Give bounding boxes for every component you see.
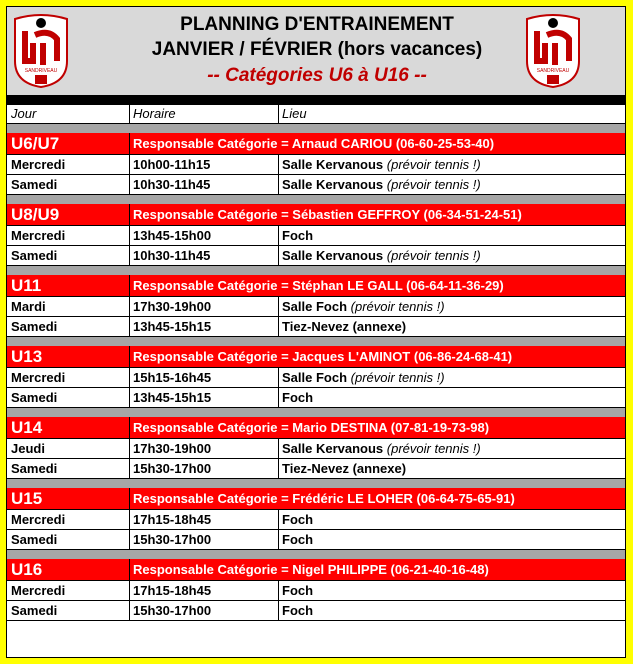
session-note: (prévoir tennis !) bbox=[350, 370, 445, 385]
session-time: 10h00-11h15 bbox=[133, 157, 211, 172]
session-place bbox=[282, 319, 406, 334]
session-place-name: Salle Kervanous bbox=[282, 248, 384, 263]
category-header bbox=[7, 488, 625, 510]
category-separator bbox=[7, 337, 625, 346]
category-separator bbox=[7, 195, 625, 204]
category-header bbox=[7, 204, 625, 226]
column-header-time: Horaire bbox=[133, 106, 176, 121]
session-time: 10h30-11h45 bbox=[133, 248, 211, 263]
session-time: 13h45-15h15 bbox=[133, 319, 212, 334]
cell-divider bbox=[129, 388, 130, 408]
cell-divider bbox=[278, 388, 279, 408]
training-schedule-sheet bbox=[6, 6, 626, 658]
session-place bbox=[282, 299, 445, 314]
cell-divider bbox=[278, 530, 279, 550]
category-name: U14 bbox=[11, 418, 43, 437]
header-divider bbox=[7, 95, 625, 105]
category-responsable: Responsable Catégorie = Frédéric LE LOHER (06-64-75-65-91) bbox=[133, 491, 515, 506]
session-note: (prévoir tennis !) bbox=[386, 248, 481, 263]
category-name: U13 bbox=[11, 347, 43, 366]
column-header-day: Jour bbox=[11, 106, 37, 121]
session-day: Mercredi bbox=[11, 228, 66, 243]
session-day: Samedi bbox=[11, 319, 58, 334]
session-place bbox=[282, 532, 313, 547]
cell-divider bbox=[129, 368, 130, 388]
category-header bbox=[7, 417, 625, 439]
cell-divider bbox=[278, 581, 279, 601]
session-time: 17h30-19h00 bbox=[133, 299, 212, 314]
session-place bbox=[282, 248, 481, 263]
category-separator bbox=[7, 550, 625, 559]
cell-divider bbox=[129, 317, 130, 337]
session-place-name: Foch bbox=[282, 583, 314, 598]
category-separator bbox=[7, 408, 625, 417]
session-day: Samedi bbox=[11, 390, 58, 405]
cell-divider bbox=[129, 155, 130, 175]
cell-divider bbox=[278, 297, 279, 317]
title-line-3: -- Catégories U6 à U16 -- bbox=[207, 65, 427, 86]
session-place bbox=[282, 461, 406, 476]
schedule-row bbox=[7, 388, 625, 408]
session-day: Mercredi bbox=[11, 370, 66, 385]
session-place-name: Foch bbox=[282, 228, 314, 243]
cell-divider bbox=[129, 510, 130, 530]
category-responsable: Responsable Catégorie = Stéphan LE GALL (06-64-11-36-29) bbox=[133, 278, 504, 293]
schedule-row bbox=[7, 175, 625, 195]
session-place bbox=[282, 390, 313, 405]
session-note: (prévoir tennis !) bbox=[386, 441, 481, 456]
svg-text:SANDRIVEAU: SANDRIVEAU bbox=[536, 68, 570, 74]
session-place-name: Salle Kervanous bbox=[282, 441, 384, 456]
schedule-row bbox=[7, 581, 625, 601]
session-place-name: Salle Foch bbox=[282, 299, 348, 314]
session-time: 13h45-15h15 bbox=[133, 390, 212, 405]
category-name: U11 bbox=[11, 276, 42, 295]
session-day: Samedi bbox=[11, 603, 58, 618]
schedule-row bbox=[7, 530, 625, 550]
cell-divider bbox=[278, 510, 279, 530]
category-responsable: Responsable Catégorie = Mario DESTINA (07-81-19-73-98) bbox=[133, 420, 490, 435]
category-responsable: Responsable Catégorie = Arnaud CARIOU (06-60-25-53-40) bbox=[133, 136, 495, 151]
schedule-row bbox=[7, 368, 625, 388]
schedule-header bbox=[7, 7, 625, 95]
cell-divider bbox=[129, 559, 130, 581]
session-place-name: Tiez-Nevez (annexe) bbox=[282, 319, 407, 334]
schedule-row bbox=[7, 226, 625, 246]
cell-divider bbox=[129, 204, 130, 226]
column-header-place: Lieu bbox=[282, 106, 307, 121]
category-header bbox=[7, 346, 625, 368]
category-name: U15 bbox=[11, 489, 43, 508]
session-note: (prévoir tennis !) bbox=[350, 299, 445, 314]
schedule-row bbox=[7, 317, 625, 337]
cell-divider bbox=[129, 346, 130, 368]
category-separator bbox=[7, 124, 625, 133]
session-time: 15h30-17h00 bbox=[133, 603, 212, 618]
session-place-name: Salle Kervanous bbox=[282, 157, 384, 172]
cell-divider bbox=[129, 601, 130, 621]
session-note: (prévoir tennis !) bbox=[386, 177, 481, 192]
session-place-name: Salle Kervanous bbox=[282, 177, 384, 192]
session-place bbox=[282, 228, 313, 243]
session-time: 10h30-11h45 bbox=[133, 177, 211, 192]
cell-divider bbox=[129, 488, 130, 510]
session-time: 17h15-18h45 bbox=[133, 512, 212, 527]
cell-divider bbox=[278, 368, 279, 388]
schedule-row bbox=[7, 297, 625, 317]
schedule-row bbox=[7, 510, 625, 530]
cell-divider bbox=[278, 601, 279, 621]
session-day: Samedi bbox=[11, 461, 58, 476]
session-time: 17h30-19h00 bbox=[133, 441, 212, 456]
session-place bbox=[282, 583, 313, 598]
title-line-2: JANVIER / FÉVRIER (hors vacances) bbox=[151, 39, 483, 60]
category-separator bbox=[7, 479, 625, 488]
svg-text:SANDRIVEAU: SANDRIVEAU bbox=[24, 68, 58, 74]
cell-divider bbox=[278, 439, 279, 459]
session-day: Samedi bbox=[11, 532, 58, 547]
cell-divider bbox=[129, 439, 130, 459]
title-line-1: PLANNING D'ENTRAINEMENT bbox=[180, 14, 454, 35]
cell-divider bbox=[278, 155, 279, 175]
category-separator bbox=[7, 266, 625, 275]
session-place-name: Foch bbox=[282, 512, 314, 527]
cell-divider bbox=[129, 275, 130, 297]
category-name: U8/U9 bbox=[11, 205, 60, 224]
cell-divider bbox=[129, 226, 130, 246]
schedule-row bbox=[7, 246, 625, 266]
cell-divider bbox=[129, 581, 130, 601]
session-day: Mardi bbox=[11, 299, 46, 314]
category-name: U16 bbox=[11, 560, 43, 579]
column-divider bbox=[129, 105, 130, 124]
cell-divider bbox=[129, 246, 130, 266]
session-time: 17h15-18h45 bbox=[133, 583, 212, 598]
session-day: Mercredi bbox=[11, 157, 66, 172]
cell-divider bbox=[129, 133, 130, 155]
schedule-row bbox=[7, 155, 625, 175]
cell-divider bbox=[278, 317, 279, 337]
cell-divider bbox=[129, 417, 130, 439]
session-place bbox=[282, 157, 481, 172]
schedule-row bbox=[7, 601, 625, 621]
schedule-row bbox=[7, 459, 625, 479]
cell-divider bbox=[129, 297, 130, 317]
session-place bbox=[282, 441, 481, 456]
category-responsable: Responsable Catégorie = Nigel PHILIPPE (06-21-40-16-48) bbox=[133, 562, 489, 577]
cell-divider bbox=[278, 459, 279, 479]
session-place bbox=[282, 370, 445, 385]
session-place-name: Foch bbox=[282, 390, 314, 405]
column-headers bbox=[7, 105, 625, 124]
session-place bbox=[282, 512, 313, 527]
session-time: 13h45-15h00 bbox=[133, 228, 212, 243]
category-header bbox=[7, 275, 625, 297]
session-place-name: Foch bbox=[282, 532, 314, 547]
category-responsable: Responsable Catégorie = Jacques L'AMINOT (06-86-24-68-41) bbox=[133, 349, 513, 364]
category-header bbox=[7, 559, 625, 581]
club-logo-left bbox=[13, 13, 69, 89]
session-place bbox=[282, 603, 313, 618]
session-note: (prévoir tennis !) bbox=[386, 157, 481, 172]
session-place-name: Salle Foch bbox=[282, 370, 348, 385]
cell-divider bbox=[129, 175, 130, 195]
session-place bbox=[282, 177, 481, 192]
session-place-name: Tiez-Nevez (annexe) bbox=[282, 461, 407, 476]
cell-divider bbox=[278, 175, 279, 195]
session-day: Samedi bbox=[11, 248, 58, 263]
session-day: Jeudi bbox=[11, 441, 45, 456]
cell-divider bbox=[278, 226, 279, 246]
cell-divider bbox=[129, 459, 130, 479]
schedule-row bbox=[7, 439, 625, 459]
session-day: Mercredi bbox=[11, 512, 66, 527]
cell-divider bbox=[129, 530, 130, 550]
column-divider bbox=[278, 105, 279, 124]
session-time: 15h15-16h45 bbox=[133, 370, 212, 385]
session-time: 15h30-17h00 bbox=[133, 532, 212, 547]
category-responsable: Responsable Catégorie = Sébastien GEFFROY (06-34-51-24-51) bbox=[133, 207, 522, 222]
session-day: Mercredi bbox=[11, 583, 66, 598]
session-time: 15h30-17h00 bbox=[133, 461, 212, 476]
category-name: U6/U7 bbox=[11, 134, 60, 153]
category-header bbox=[7, 133, 625, 155]
club-logo-right bbox=[525, 13, 581, 89]
session-day: Samedi bbox=[11, 177, 58, 192]
cell-divider bbox=[278, 246, 279, 266]
session-place-name: Foch bbox=[282, 603, 314, 618]
